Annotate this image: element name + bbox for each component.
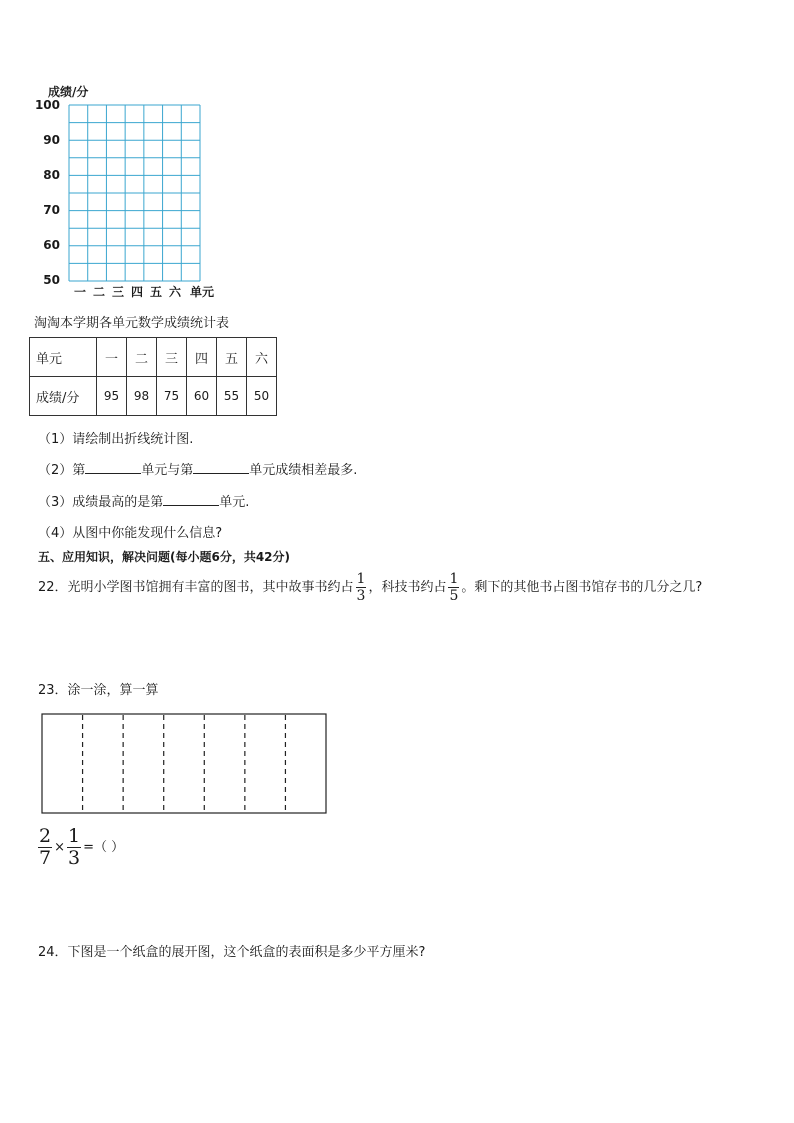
question-24: 24．下图是一个纸盒的展开图，这个纸盒的表面积是多少平方厘米? [38, 945, 426, 960]
fraction-denominator: 7 [39, 847, 52, 869]
table-cell: 60 [187, 377, 217, 416]
x-tick-label: 二 [93, 285, 106, 299]
table-cell: 二 [127, 338, 157, 377]
table-row-header: 单元 [30, 338, 97, 377]
chart-x-axis [74, 283, 234, 299]
fraction-denominator: 3 [356, 588, 366, 604]
chart-y-axis-label: 成绩/分 [48, 85, 89, 99]
answer-blank[interactable] [163, 493, 219, 506]
question-23-expression [36, 827, 124, 868]
chart-y-ticks [20, 98, 60, 288]
table-cell: 50 [247, 377, 277, 416]
q22-text-b: ，科技书约占 [368, 580, 447, 595]
table-cell: 55 [217, 377, 247, 416]
y-tick-label: 90 [43, 133, 60, 147]
table-cell: 95 [97, 377, 127, 416]
table-row-scores [30, 377, 277, 416]
x-tick-label: 六 [169, 285, 182, 299]
q2-text-a: （2）第 [38, 463, 86, 478]
table-cell: 一 [97, 338, 127, 377]
table-title: 淘淘本学期各单元数学成绩统计表 [34, 316, 230, 331]
x-tick-label: 一 [74, 285, 87, 299]
y-tick-label: 50 [43, 273, 60, 287]
fraction-numerator: 1 [356, 571, 366, 587]
q22-text-a: 22．光明小学图书馆拥有丰富的图书，其中故事书约占 [38, 580, 354, 595]
score-table [29, 337, 277, 416]
sub-question-1: （1）请绘制出折线统计图. [38, 432, 194, 447]
q3-text-b: 单元. [219, 495, 250, 510]
fraction-denominator: 5 [449, 588, 459, 604]
sub-question-3 [38, 491, 249, 510]
table-row-units [30, 338, 277, 377]
chart-grid [68, 104, 201, 282]
shading-rectangle[interactable] [41, 713, 328, 814]
x-tick-label: 三 [112, 285, 125, 299]
q2-text-b: 单元与第 [141, 463, 194, 478]
sub-question-4: （4）从图中你能发现什么信息? [38, 526, 223, 541]
table-cell: 75 [157, 377, 187, 416]
table-row-header: 成绩/分 [30, 377, 97, 416]
fraction [38, 827, 52, 868]
table-cell: 四 [187, 338, 217, 377]
table-cell: 六 [247, 338, 277, 377]
question-23-title: 23．涂一涂，算一算 [38, 683, 159, 698]
x-tick-label: 四 [131, 285, 144, 299]
table-cell: 三 [157, 338, 187, 377]
q3-text-a: （3）成绩最高的是第 [38, 495, 164, 510]
table-cell: 98 [127, 377, 157, 416]
answer-parentheses[interactable]: =（ ） [83, 840, 125, 855]
y-tick-label: 80 [43, 168, 60, 182]
times-sign: × [54, 840, 65, 855]
x-axis-label: 单元 [190, 285, 215, 299]
answer-blank[interactable] [85, 461, 141, 474]
table-cell: 五 [217, 338, 247, 377]
fraction [448, 572, 459, 603]
answer-blank[interactable] [193, 461, 249, 474]
q2-text-c: 单元成绩相差最多. [249, 463, 358, 478]
section-heading: 五、应用知识，解决问题(每小题6分，共42分) [38, 550, 291, 564]
fraction [356, 572, 367, 603]
y-tick-label: 70 [43, 203, 60, 217]
fraction-numerator: 2 [39, 825, 52, 847]
x-tick-label: 五 [150, 285, 163, 299]
q22-text-c: 。剩下的其他书占图书馆存书的几分之几? [461, 580, 703, 595]
y-tick-label: 60 [43, 238, 60, 252]
fraction [67, 827, 81, 868]
fraction-numerator: 1 [68, 825, 81, 847]
sub-question-2 [38, 459, 357, 478]
fraction-numerator: 1 [449, 571, 459, 587]
question-22 [38, 572, 702, 603]
fraction-denominator: 3 [68, 847, 81, 869]
y-tick-label: 100 [34, 98, 60, 112]
